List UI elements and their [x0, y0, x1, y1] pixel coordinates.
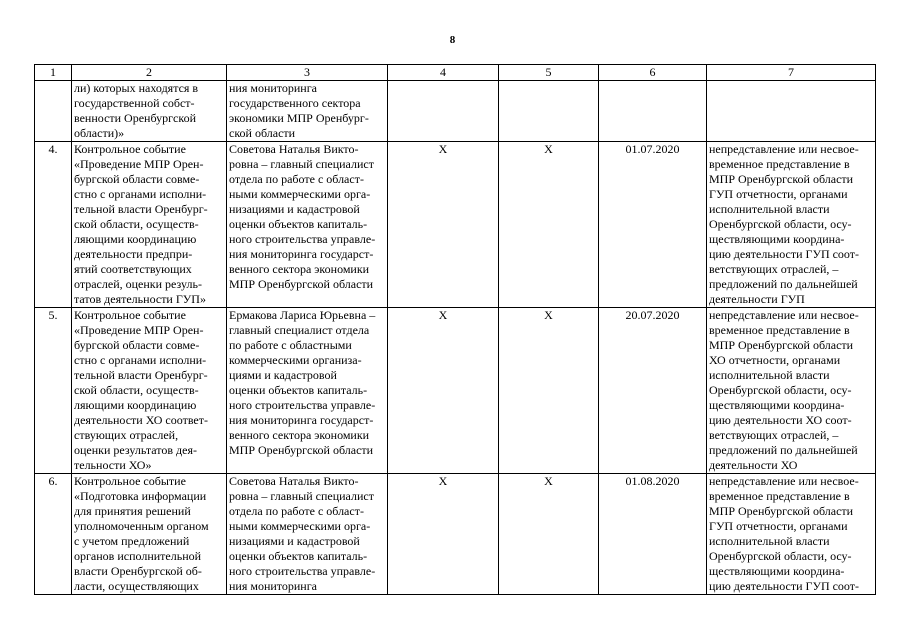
header-cell: 2: [72, 65, 227, 81]
col5-cell: [499, 81, 599, 142]
col4-cell: Х: [388, 142, 499, 308]
row-number: [35, 81, 72, 142]
header-row: [35, 65, 876, 81]
table-row: [35, 474, 876, 595]
event-cell: Контрольное событие «Подготовка информации для принятия решений уполномоченным органом с учетом предложений органов исполнительной власти Оренбургской об- ласти, осуществляющих: [72, 474, 227, 595]
header-cell: 1: [35, 65, 72, 81]
col4-cell: [388, 81, 499, 142]
event-cell: Контрольное событие «Проведение МПР Орен- бургской области совме- стно с органами исполни- тельной власти Оренбург- ской области, осуществ- ляющими координацию деятельности ХО соответ- ствующих отраслей, оценки результатов дея- тельности ХО»: [72, 308, 227, 474]
header-cell: 5: [499, 65, 599, 81]
header-cell: 3: [227, 65, 388, 81]
row-number: 5.: [35, 308, 72, 474]
responsible-cell: Ермакова Лариса Юрьевна – главный специалист отдела по работе с областными коммерческими организа- циями и кадастровой оценки объектов капиталь- ного строительства управле- ния мониторинга государст- венного сектора экономики МПР Оренбургской области: [227, 308, 388, 474]
table-row: [35, 308, 876, 474]
responsible-cell: ния мониторинга государственного сектора экономики МПР Оренбург- ской области: [227, 81, 388, 142]
row-number: 4.: [35, 142, 72, 308]
event-cell: Контрольное событие «Проведение МПР Орен- бургской области совме- стно с органами исполни- тельной власти Оренбург- ской области, осуществ- ляющими координацию деятельности предпри- ятий соответствующих отраслей, оценки резуль- татов деятельности ГУП»: [72, 142, 227, 308]
risk-cell: непредставление или несвое- временное представление в МПР Оренбургской области ГУП отчетности, органами исполнительной власти Оренбургской области, осу- ществляющими координа- цию деятельности ГУП соот-: [707, 474, 876, 595]
col4-cell: Х: [388, 308, 499, 474]
plan-table: [34, 64, 876, 595]
risk-cell: непредставление или несвое- временное представление в МПР Оренбургской области ГУП отчетности, органами исполнительной власти Оренбургской области, осу- ществляющими координа- цию деятельности ГУП соот- ветствующих отраслей, – предложений по дальнейшей деятельности ГУП: [707, 142, 876, 308]
table-row: [35, 142, 876, 308]
col5-cell: Х: [499, 308, 599, 474]
responsible-cell: Советова Наталья Викто- ровна – главный специалист отдела по работе с област- ными коммерческими орга- низациями и кадастровой оценки объектов капиталь- ного строительства управле- ния мониторинга: [227, 474, 388, 595]
col5-cell: Х: [499, 142, 599, 308]
col5-cell: Х: [499, 474, 599, 595]
header-cell: 4: [388, 65, 499, 81]
responsible-cell: Советова Наталья Викто- ровна – главный специалист отдела по работе с област- ными коммерческими орга- низациями и кадастровой оценки объектов капиталь- ного строительства управле- ния мониторинга государст- венного сектора экономики МПР Оренбургской области: [227, 142, 388, 308]
date-cell: 01.07.2020: [599, 142, 707, 308]
event-cell: ли) которых находятся в государственной собст- венности Оренбургской области)»: [72, 81, 227, 142]
risk-cell: [707, 81, 876, 142]
page-number: 8: [449, 34, 456, 46]
table-row: [35, 81, 876, 142]
col4-cell: Х: [388, 474, 499, 595]
risk-cell: непредставление или несвое- временное представление в МПР Оренбургской области ХО отчетности, органами исполнительной власти Оренбургской области, осу- ществляющими координа- цию деятельности ХО соот- ветствующих отраслей, – предложений по дальнейшей деятельности ХО: [707, 308, 876, 474]
row-number: 6.: [35, 474, 72, 595]
date-cell: 20.07.2020: [599, 308, 707, 474]
date-cell: 01.08.2020: [599, 474, 707, 595]
date-cell: [599, 81, 707, 142]
header-cell: 7: [707, 65, 876, 81]
header-cell: 6: [599, 65, 707, 81]
